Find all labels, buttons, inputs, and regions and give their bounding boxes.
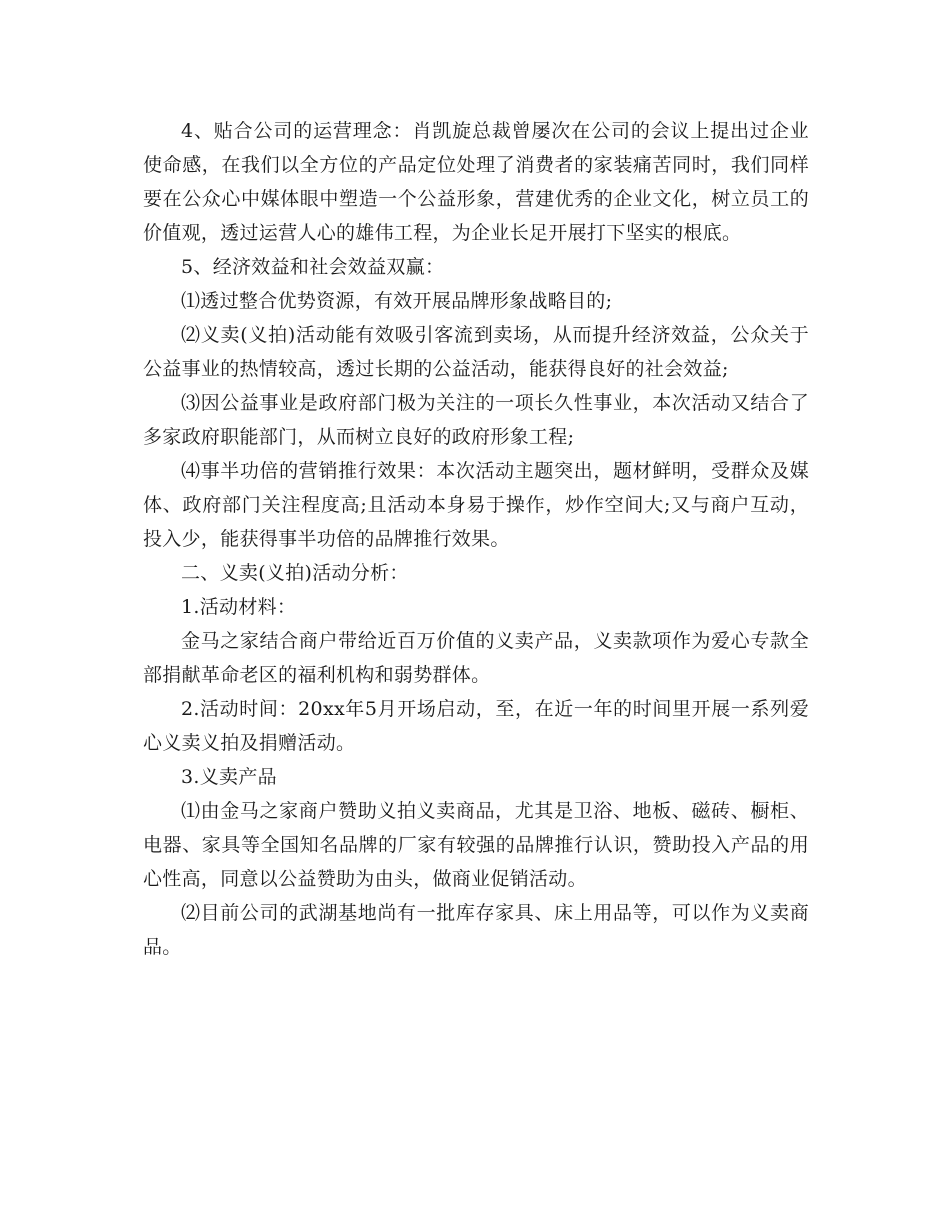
paragraph-products-1: ⑴由金马之家商户赞助义拍义卖商品，尤其是卫浴、地板、磁砖、橱柜、电器、家具等全国知名品牌的厂家有较强的品牌推行认识，赞助投入产品的用心性高，同意以公益赞助为由头，做商业促销活动。 (143, 800, 809, 890)
subheading-products: 3.义卖产品 (181, 766, 277, 788)
document-body (143, 114, 809, 964)
paragraph-materials: 金马之家结合商户带给近百万价值的义卖产品，义卖款项作为爱心专款全部捐献革命老区的福利机构和弱势群体。 (143, 630, 809, 686)
paragraph-activity-time: 2.活动时间：20xx年5月开场启动，至，在近一年的时间里开展一系列爱心义卖义拍及捐赠活动。 (143, 698, 809, 754)
paragraph-item-2: ⑵义卖(义拍)活动能有效吸引客流到卖场，从而提升经济效益，公众关于公益事业的热情较高，透过长期的公益活动，能获得良好的社会效益; (143, 324, 809, 380)
paragraph-products-2: ⑵目前公司的武湖基地尚有一批库存家具、床上用品等，可以作为义卖商品。 (143, 902, 809, 958)
paragraph-item-4: ⑷事半功倍的营销推行效果：本次活动主题突出，题材鲜明，受群众及媒体、政府部门关注程度高;且活动本身易于操作，炒作空间大;又与商户互动，投入少，能获得事半功倍的品牌推行效果。 (143, 460, 809, 550)
section-heading-analysis: 二、义卖(义拍)活动分析： (181, 562, 409, 584)
paragraph-item-1: ⑴透过整合优势资源，有效开展品牌形象战略目的; (181, 290, 613, 312)
subheading-materials: 1.活动材料： (181, 596, 297, 618)
paragraph-win-win-heading: 5、经济效益和社会效益双赢： (181, 256, 445, 278)
paragraph-item-3: ⑶因公益事业是政府部门极为关注的一项长久性事业，本次活动又结合了多家政府职能部门，从而树立良好的政府形象工程; (143, 392, 809, 448)
paragraph-mission-sense: 4、贴合公司的运营理念：肖凯旋总裁曾屡次在公司的会议上提出过企业使命感，在我们以全方位的产品定位处理了消费者的家装痛苦同时，我们同样要在公众心中媒体眼中塑造一个公益形象，营建优秀的企业文化，树立员工的价值观，透过运营人心的雄伟工程，为企业长足开展打下坚实的根底。 (143, 120, 809, 244)
